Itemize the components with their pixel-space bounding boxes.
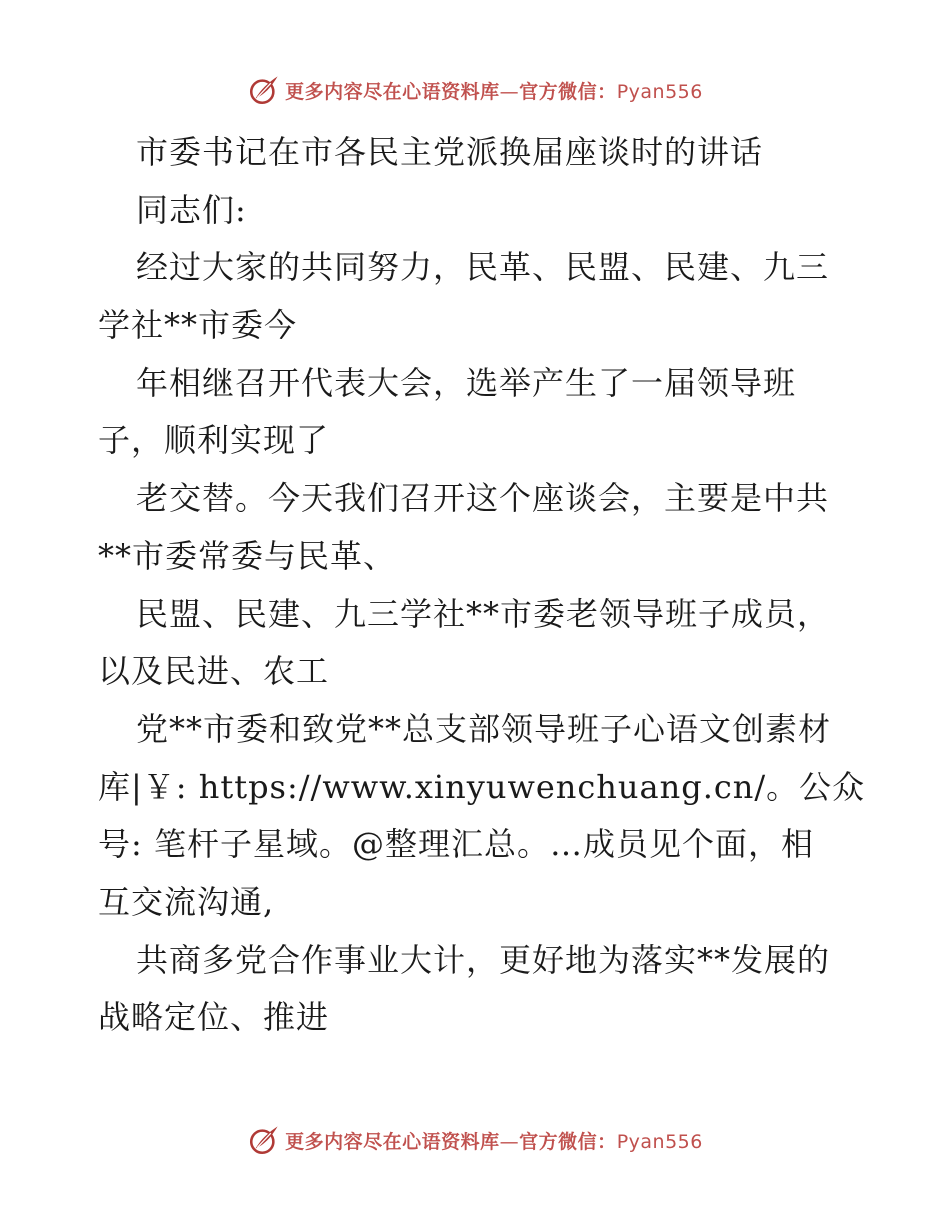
text-line: 民盟、民建、九三学社**市委老领导班子成员， [136,594,831,633]
quill-logo-icon [247,1123,281,1157]
text-line: **市委常委与民革、 [98,536,397,575]
footer-banner [0,1120,950,1160]
text-line: 战略定位、推进 [98,998,330,1037]
banner-text: 更多内容尽在心语资料库—官方微信：Pyan556 [285,80,703,103]
text-line: 老交替。今天我们召开这个座谈会，主要是中共 [136,479,830,518]
text-line: 年相继召开代表大会，选举产生了一届领导班 [136,363,797,402]
text-line: 市委书记在市各民主党派换届座谈时的讲话 [136,133,764,171]
text-line: 党**市委和致党**总支部领导班子心语文创素材 [136,709,832,748]
text-line: 库|￥: https://www.xinyuwenchuang.cn/。公众 [98,767,866,806]
quill-logo-icon [247,73,281,107]
text-line: 学社**市委今 [98,306,298,345]
text-line: 互交流沟通, [98,882,275,921]
text-line: 经过大家的共同努力，民革、民盟、民建、九三 [136,248,830,287]
text-line: 以及民进、农工 [98,652,330,691]
text-line: 共商多党合作事业大计，更好地为落实**发展的 [136,940,831,979]
text-line: 同志们: [136,190,247,229]
text-line: 号: 笔杆子星域。@整理汇总。…成员见个面，相 [98,825,814,864]
header-banner [0,70,950,110]
text-line: 子，顺利实现了 [98,421,330,460]
document-body [98,124,866,1047]
banner-text: 更多内容尽在心语资料库—官方微信：Pyan556 [285,1130,703,1153]
